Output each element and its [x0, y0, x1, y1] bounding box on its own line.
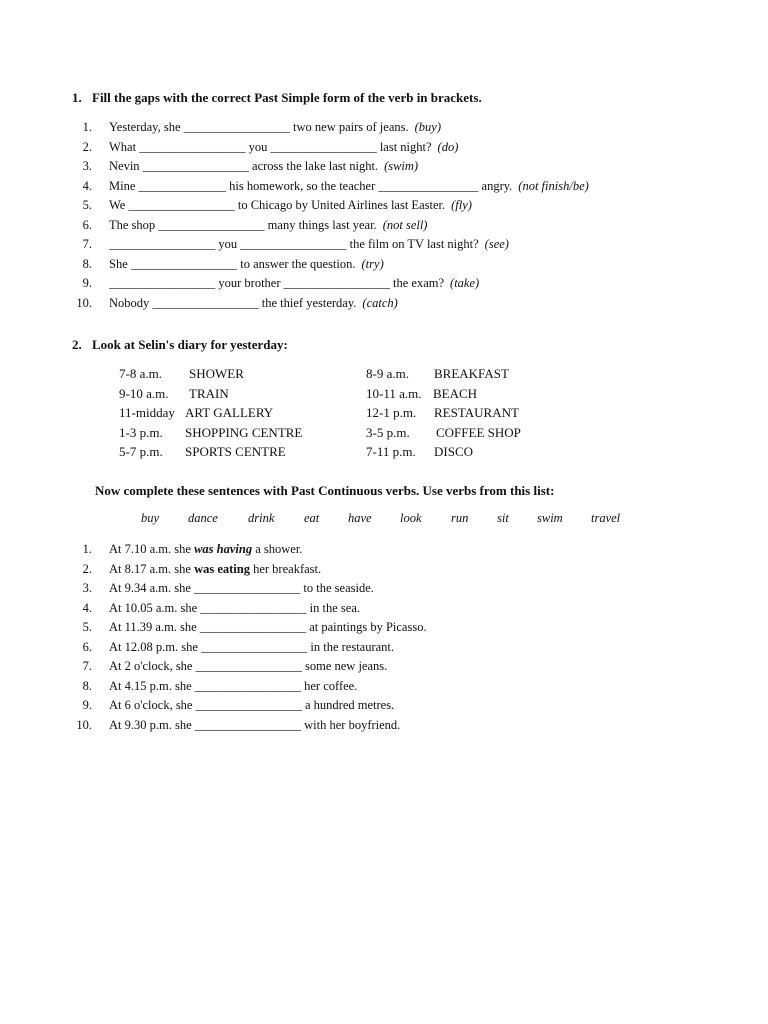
exercise-number: 1.	[82, 120, 92, 134]
exercise-text	[109, 560, 321, 580]
diary-row	[0, 423, 768, 443]
section1-title: Fill the gaps with the correct Past Simple form of the verb in brackets.	[92, 90, 482, 105]
exercise-number: 7.	[82, 659, 92, 673]
verb-option: run	[451, 511, 469, 525]
exercise-item	[0, 579, 768, 599]
diary-activity: ART GALLERY	[185, 405, 274, 420]
verb-option: sit	[497, 511, 509, 525]
diary-time: 7-11 p.m.	[366, 444, 416, 459]
verb-option: eat	[304, 511, 320, 525]
exercise-number: 7.	[82, 237, 92, 251]
exercise-item	[0, 560, 768, 580]
verb-hint: (buy)	[414, 120, 441, 134]
exercise-item	[0, 118, 768, 138]
diary-activity: TRAIN	[189, 385, 229, 401]
exercise-text	[109, 599, 360, 619]
exercise-sentence-start: At 7.10 a.m. she	[109, 542, 195, 556]
section2-title: Look at Selin's diary for yesterday:	[92, 337, 288, 352]
exercise-number: 9.	[82, 276, 92, 290]
diary-row	[0, 364, 768, 384]
exercise-text	[109, 540, 302, 560]
exercise-number: 6.	[82, 639, 92, 654]
exercise-item	[0, 157, 768, 177]
exercise-number: 1.	[82, 542, 92, 556]
exercise-number: 10.	[76, 295, 92, 310]
exercise-sentence-start: At 9.30 p.m. she _________________ with her boyfriend.	[109, 717, 401, 732]
example-answer: was eating	[194, 561, 250, 576]
verb-list	[0, 511, 768, 531]
exercise-number: 3.	[82, 581, 92, 595]
exercise-sentence-start: At 11.39 a.m. she _________________ at paintings by Picasso.	[109, 620, 427, 634]
exercise-number: 4.	[82, 600, 92, 615]
exercise-item	[0, 677, 768, 697]
section2-exercise-list	[0, 540, 768, 735]
diary-table	[0, 364, 768, 462]
diary-time: 11-midday	[119, 405, 175, 420]
exercise-sentence: Nevin _________________ across the lake last night.	[109, 159, 379, 173]
exercise-text	[109, 638, 394, 658]
example-answer: was having	[194, 542, 253, 556]
exercise-text	[109, 294, 398, 314]
diary-time: 12-1 p.m.	[366, 405, 417, 420]
verb-option: travel	[591, 511, 621, 525]
exercise-sentence: Nobody _________________ the thief yesterday.	[109, 295, 357, 310]
exercise-text	[109, 579, 374, 599]
diary-time: 3-5 p.m.	[366, 424, 410, 440]
exercise-item	[0, 696, 768, 716]
exercise-sentence: We _________________ to Chicago by United Airlines last Easter.	[109, 198, 446, 212]
exercise-text	[109, 716, 400, 736]
exercise-text	[109, 118, 441, 138]
section1-heading	[72, 90, 482, 106]
verb-option: drink	[248, 511, 275, 525]
diary-row	[0, 403, 768, 423]
exercise-item	[0, 235, 768, 255]
exercise-number: 6.	[82, 217, 92, 232]
verb-option: have	[348, 511, 372, 525]
exercise-text	[109, 677, 357, 697]
exercise-number: 9.	[82, 698, 92, 712]
diary-activity: DISCO	[434, 444, 474, 459]
exercise-number: 2.	[82, 561, 92, 576]
exercise-text	[109, 177, 589, 197]
exercise-sentence: _________________ your brother _________________ the exam?	[109, 276, 445, 290]
verb-hint: (catch)	[362, 295, 398, 310]
section2-number: 2.	[72, 337, 82, 352]
diary-activity: BEACH	[433, 385, 478, 401]
verb-hint: (not sell)	[382, 217, 428, 232]
exercise-item	[0, 638, 768, 658]
diary-activity: SHOWER	[189, 366, 244, 381]
diary-activity: SPORTS CENTRE	[185, 444, 286, 459]
verb-hint: (not finish/be)	[518, 178, 589, 193]
verb-hint: (try)	[361, 256, 384, 271]
verb-option: look	[400, 511, 422, 525]
section2-heading	[72, 337, 288, 353]
exercise-sentence-end: a shower.	[252, 542, 303, 556]
exercise-item	[0, 657, 768, 677]
exercise-number: 3.	[82, 159, 92, 173]
exercise-text	[109, 138, 458, 158]
verb-hint: (swim)	[384, 159, 419, 173]
diary-activity: SHOPPING CENTRE	[185, 424, 303, 440]
exercise-item	[0, 138, 768, 158]
exercise-number: 10.	[76, 717, 92, 732]
exercise-sentence: _________________ you _________________ the film on TV last night?	[109, 237, 479, 251]
exercise-sentence: What _________________ you _________________ last night?	[109, 139, 432, 154]
diary-activity: BREAKFAST	[434, 366, 509, 381]
exercise-text	[109, 274, 479, 294]
diary-time: 9-10 a.m.	[119, 385, 169, 401]
exercise-text	[109, 696, 394, 716]
exercise-item	[0, 196, 768, 216]
exercise-item	[0, 716, 768, 736]
diary-row	[0, 442, 768, 462]
verb-option: buy	[141, 511, 160, 525]
exercise-item	[0, 177, 768, 197]
diary-time: 7-8 a.m.	[119, 366, 162, 381]
exercise-number: 8.	[82, 256, 92, 271]
exercise-text	[109, 618, 427, 638]
exercise-sentence-end: her breakfast.	[249, 561, 322, 576]
diary-row	[0, 384, 768, 404]
exercise-item	[0, 294, 768, 314]
exercise-sentence-start: At 9.34 a.m. she _________________ to the seaside.	[109, 581, 374, 595]
exercise-sentence: She _________________ to answer the question.	[109, 256, 356, 271]
verb-hint: (take)	[450, 276, 480, 290]
exercise-number: 8.	[82, 678, 92, 693]
exercise-sentence: Mine ______________ his homework, so the teacher ________________ angry.	[109, 178, 513, 193]
verb-hint: (fly)	[451, 198, 472, 212]
exercise-sentence-start: At 10.05 a.m. she _________________ in the sea.	[109, 600, 361, 615]
section1-exercise-list	[0, 118, 768, 313]
exercise-text	[109, 255, 384, 275]
section2-instruction: Now complete these sentences with Past Continuous verbs. Use verbs from this list:	[95, 483, 555, 498]
exercise-item	[0, 618, 768, 638]
exercise-number: 2.	[82, 139, 92, 154]
verb-option: dance	[188, 511, 218, 525]
diary-activity: RESTAURANT	[434, 405, 519, 420]
exercise-sentence: Yesterday, she _________________ two new pairs of jeans.	[109, 120, 409, 134]
exercise-item	[0, 540, 768, 560]
exercise-number: 5.	[82, 198, 92, 212]
exercise-text	[109, 216, 427, 236]
diary-time: 8-9 a.m.	[366, 366, 409, 381]
exercise-text	[109, 657, 387, 677]
exercise-text	[109, 157, 418, 177]
diary-time: 10-11 a.m.	[366, 385, 422, 401]
diary-time: 1-3 p.m.	[119, 424, 163, 440]
exercise-sentence-start: At 12.08 p.m. she _________________ in the restaurant.	[109, 639, 395, 654]
exercise-item	[0, 216, 768, 236]
exercise-text	[109, 196, 472, 216]
diary-time: 5-7 p.m.	[119, 444, 163, 459]
diary-activity: COFFEE SHOP	[436, 424, 521, 440]
exercise-sentence-start: At 6 o'clock, she _________________ a hundred metres.	[109, 698, 395, 712]
exercise-sentence: The shop _________________ many things last year.	[109, 217, 377, 232]
verb-hint: (do)	[437, 139, 459, 154]
exercise-text	[109, 235, 509, 255]
exercise-item	[0, 599, 768, 619]
exercise-sentence-start: At 4.15 p.m. she _________________ her coffee.	[109, 678, 358, 693]
section1-number: 1.	[72, 90, 82, 105]
exercise-item	[0, 255, 768, 275]
exercise-item	[0, 274, 768, 294]
exercise-sentence-start: At 8.17 a.m. she	[109, 561, 195, 576]
exercise-number: 4.	[82, 178, 92, 193]
verb-hint: (see)	[484, 237, 509, 251]
exercise-sentence-start: At 2 o'clock, she _________________ some new jeans.	[109, 659, 388, 673]
exercise-number: 5.	[82, 620, 92, 634]
verb-option: swim	[537, 511, 563, 525]
